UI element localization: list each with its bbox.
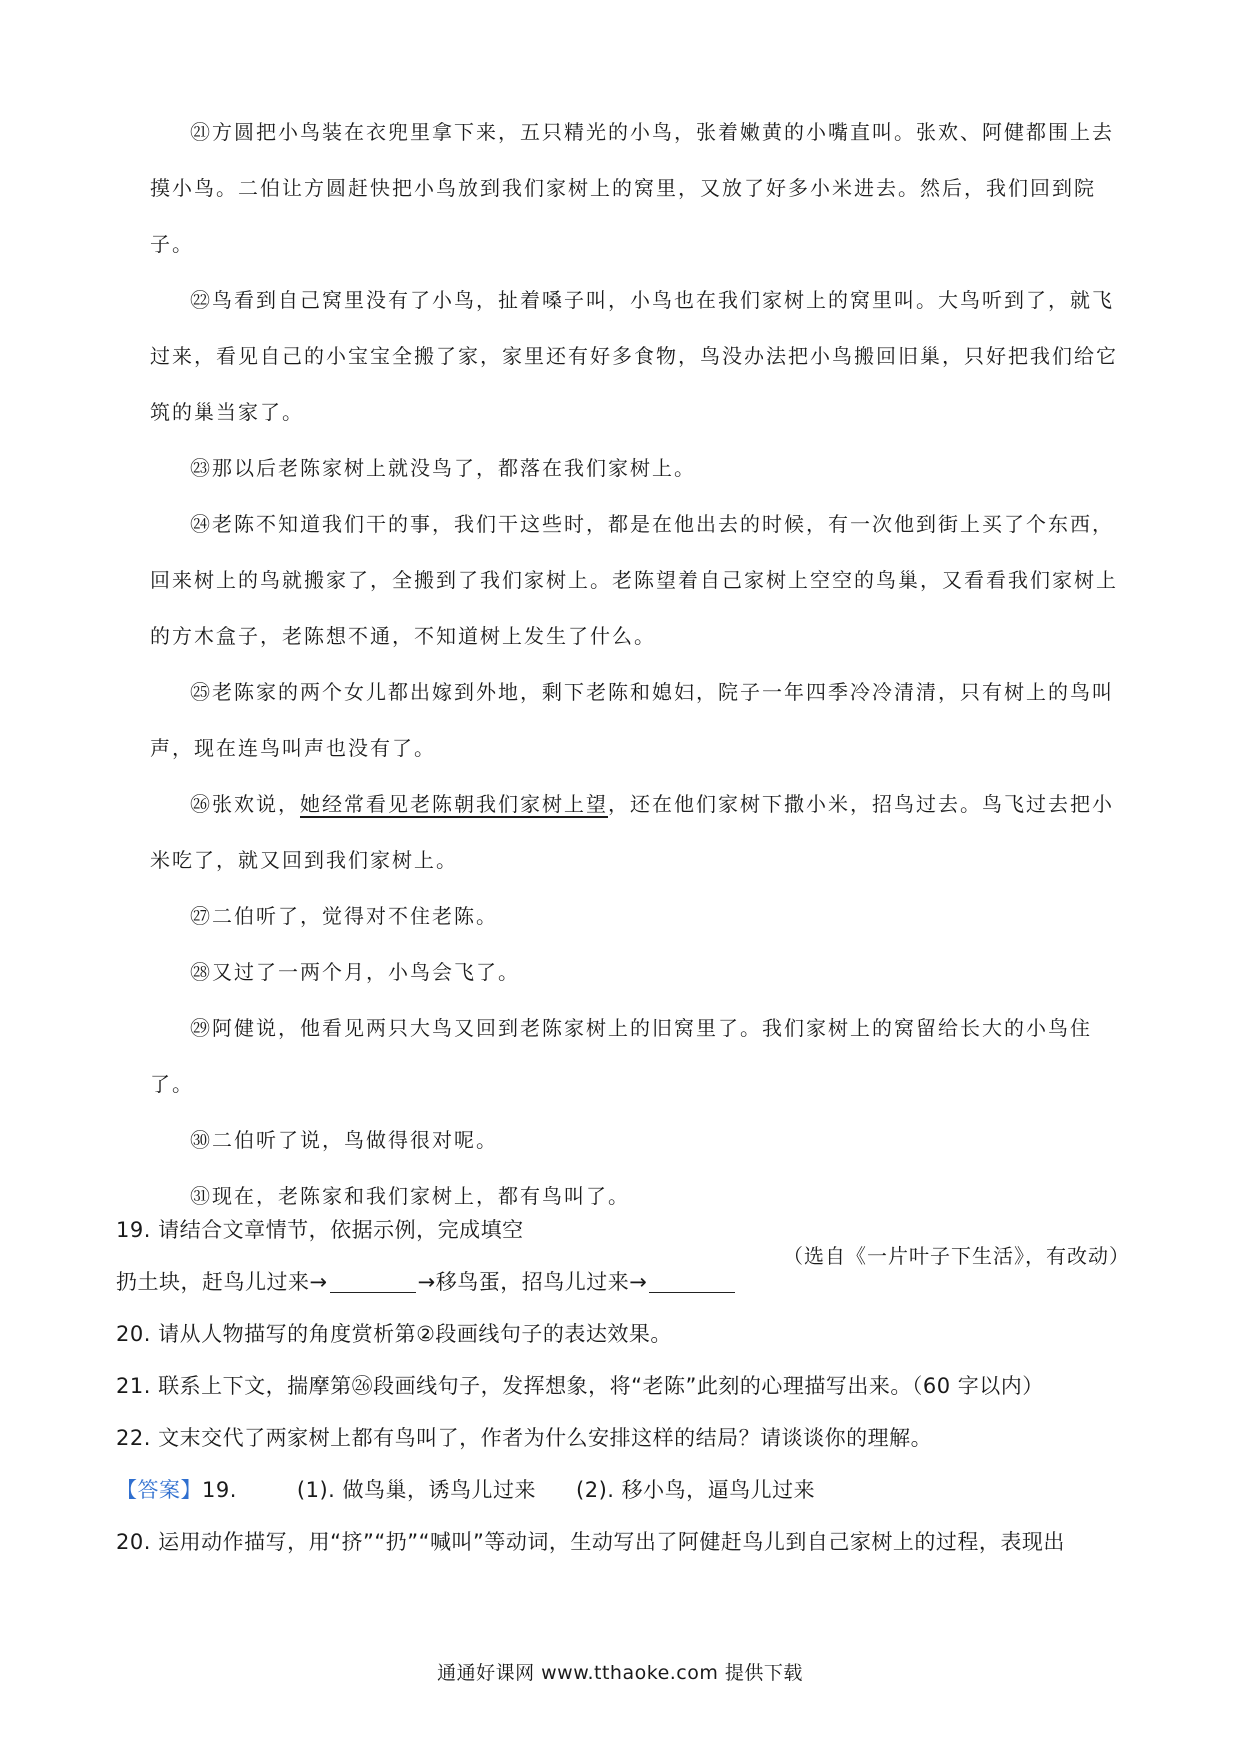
- paragraph-30: [150, 1112, 1130, 1168]
- answer-19: [116, 1464, 1130, 1516]
- fill-text: →移鸟蛋，招鸟儿过来→: [417, 1270, 648, 1294]
- paragraph-25: [150, 664, 1130, 776]
- paragraph-text: ㉙阿健说，他看见两只大鸟又回到老陈家树上的旧窝里了。我们家树上的窝留给长大的小鸟住了。: [150, 1016, 1092, 1096]
- question-19: 19. 请结合文章情节，依据示例，完成填空: [116, 1218, 524, 1242]
- paragraph-29: [150, 1000, 1130, 1112]
- paragraph-24: [150, 496, 1130, 664]
- paragraph-26: [150, 776, 1130, 888]
- paragraph-text: ㉖张欢说，: [190, 792, 300, 816]
- question-21: 21. 联系上下文，揣摩第㉖段画线句子，发挥想象，将“老陈”此刻的心理描写出来。（60 字以内）: [116, 1374, 1044, 1398]
- paragraph-text: ㉚二伯听了说，鸟做得很对呢。: [190, 1128, 498, 1152]
- fill-text: 扔土块，赶鸟儿过来→: [116, 1270, 328, 1294]
- question-22: 22. 文末交代了两家树上都有鸟叫了，作者为什么安排这样的结局？请谈谈你的理解。: [116, 1426, 933, 1450]
- paragraph-23: [150, 440, 1130, 496]
- story-text: [150, 104, 1130, 1280]
- answer-part-2: (2). 移小鸟，逼鸟儿过来: [576, 1478, 816, 1502]
- fill-blank: [649, 1271, 735, 1293]
- paragraph-text: ㉗二伯听了，觉得对不住老陈。: [190, 904, 498, 928]
- question-20: 20. 请从人物描写的角度赏析第②段画线句子的表达效果。: [116, 1322, 672, 1346]
- underlined-sentence: 她经常看见老陈朝我们家树上望: [300, 792, 608, 816]
- paragraph-text: ㉑方圆把小鸟装在衣兜里拿下来，五只精光的小鸟，张着嫩黄的小嘴直叫。张欢、阿健都围上去摸小鸟。二伯让方圆赶快把小鸟放到我们家树上的窝里，又放了好多小米进去。然后，我们回到院子。: [150, 120, 1114, 256]
- answer-20: 20. 运用动作描写，用“挤”“扔”“喊叫”等动词，生动写出了阿健赶鸟儿到自己家树上的过程，表现出: [116, 1530, 1065, 1554]
- questions-section: [116, 1204, 1130, 1568]
- paragraph-text: ，还在他们家树下撒小米，招鸟过去。鸟飞过去把小米吃了，就又回到我们家树上。: [150, 792, 1114, 872]
- paragraph-22: [150, 272, 1130, 440]
- paragraph-text: ㉒鸟看到自己窝里没有了小鸟，扯着嗓子叫，小鸟也在我们家树上的窝里叫。大鸟听到了，就飞过来，看见自己的小宝宝全搬了家，家里还有好多食物，鸟没办法把小鸟搬回旧巢，只好把我们给它筑的巢当家了。: [150, 288, 1118, 424]
- paragraph-text: ㉛现在，老陈家和我们家树上，都有鸟叫了。: [190, 1184, 630, 1208]
- page-footer: 通通好课网 www.tthaoke.com 提供下载: [437, 1662, 803, 1684]
- answer-part-1: (1). 做鸟巢，诱鸟儿过来: [296, 1478, 537, 1502]
- paragraph-27: [150, 888, 1130, 944]
- paragraph-text: ㉕老陈家的两个女儿都出嫁到外地，剩下老陈和媳妇，院子一年四季冷冷清清，只有树上的鸟叫声，现在连鸟叫声也没有了。: [150, 680, 1114, 760]
- question-19-fill: [116, 1256, 1130, 1308]
- paragraph-text: ㉘又过了一两个月，小鸟会飞了。: [190, 960, 520, 984]
- answer-tag: 【答案】: [116, 1478, 202, 1502]
- paragraph-text: ㉓那以后老陈家树上就没鸟了，都落在我们家树上。: [190, 456, 696, 480]
- fill-blank: [330, 1271, 416, 1293]
- paragraph-text: ㉔老陈不知道我们干的事，我们干这些时，都是在他出去的时候，有一次他到街上买了个东西，回来树上的鸟就搬家了，全搬到了我们家树上。老陈望着自己家树上空空的鸟巢，又看看我们家树上的方木盒子，老陈想不通，不知道树上发生了什么。: [150, 512, 1118, 648]
- answer-number: 19.: [202, 1478, 237, 1502]
- source-citation: （选自《一片叶子下生活》，有改动）: [783, 1244, 1130, 1268]
- paragraph-21: [150, 104, 1130, 272]
- paragraph-28: [150, 944, 1130, 1000]
